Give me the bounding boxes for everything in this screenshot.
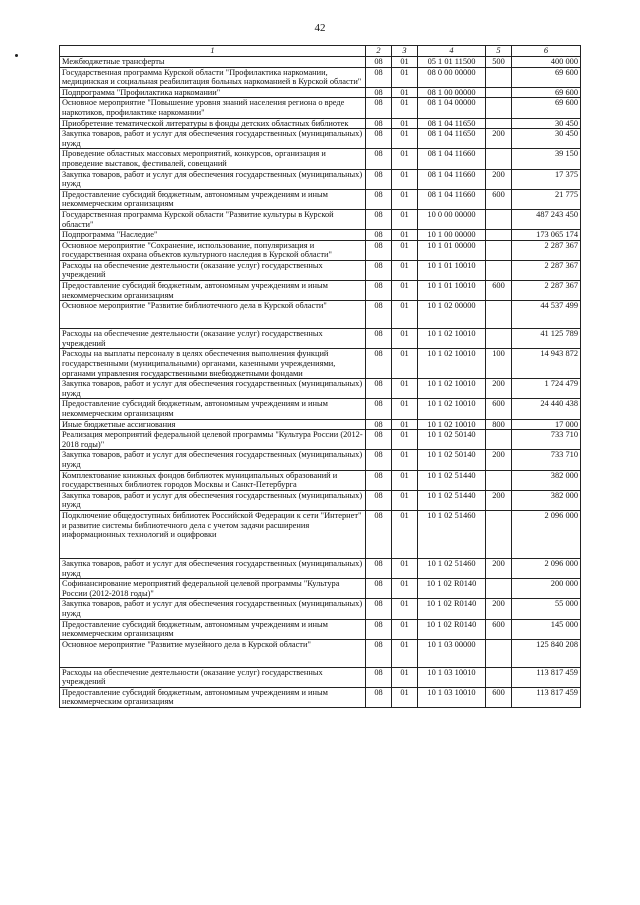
table-row [60,67,581,87]
cell-subsection: 01 [392,379,418,399]
cell-target-article: 10 1 02 00000 [418,301,486,329]
cell-expense-type: 500 [486,57,512,68]
cell-name: Предоставление субсидий бюджетным, автономным учреждениям и иным некоммерческим организациям [60,189,366,209]
cell-name: Расходы на выплаты персоналу в целях обеспечения выполнения функций государственными (муниципальными) органами, казенными учреждениями, органами управления государственными внебюджетными фондами [60,349,366,379]
cell-target-article: 10 1 02 51460 [418,510,486,558]
table-row [60,419,581,430]
cell-section: 08 [366,329,392,349]
cell-target-article: 10 1 01 10010 [418,281,486,301]
table-row [60,349,581,379]
cell-subsection: 01 [392,149,418,169]
cell-section: 08 [366,98,392,118]
cell-target-article: 10 1 02 R0140 [418,619,486,639]
cell-name: Закупка товаров, работ и услуг для обеспечения государственных (муниципальных) нужд [60,379,366,399]
cell-expense-type: 600 [486,399,512,419]
cell-amount: 41 125 789 [512,329,581,349]
cell-target-article: 10 1 02 51440 [418,490,486,510]
cell-subsection: 01 [392,579,418,599]
cell-section: 08 [366,450,392,470]
cell-subsection: 01 [392,419,418,430]
cell-amount: 487 243 450 [512,209,581,229]
cell-amount: 69 600 [512,87,581,98]
cell-amount: 69 600 [512,67,581,87]
cell-subsection: 01 [392,169,418,189]
cell-expense-type: 200 [486,129,512,149]
cell-amount: 17 375 [512,169,581,189]
cell-amount: 21 775 [512,189,581,209]
cell-section: 08 [366,558,392,578]
cell-target-article: 10 1 01 10010 [418,260,486,280]
table-row [60,619,581,639]
cell-expense-type: 200 [486,490,512,510]
cell-amount: 173 065 174 [512,230,581,241]
table-row [60,281,581,301]
table-row [60,510,581,558]
cell-amount: 733 710 [512,430,581,450]
cell-expense-type [486,470,512,490]
table-row [60,87,581,98]
budget-table [59,45,581,708]
cell-name: Закупка товаров, работ и услуг для обеспечения государственных (муниципальных) нужд [60,599,366,619]
cell-subsection: 01 [392,57,418,68]
cell-expense-type: 200 [486,169,512,189]
cell-target-article: 10 1 02 R0140 [418,579,486,599]
cell-amount: 69 600 [512,98,581,118]
cell-expense-type: 600 [486,619,512,639]
cell-amount: 145 000 [512,619,581,639]
cell-subsection: 01 [392,129,418,149]
cell-name: Предоставление субсидий бюджетным, автономным учреждениям и иным некоммерческим организациям [60,399,366,419]
cell-name: Предоставление субсидий бюджетным, автономным учреждениям и иным некоммерческим организациям [60,687,366,707]
cell-section: 08 [366,667,392,687]
cell-expense-type [486,667,512,687]
header-col-4: 4 [418,46,486,57]
cell-amount: 30 450 [512,118,581,129]
cell-name: Межбюджетные трансферты [60,57,366,68]
cell-subsection: 01 [392,349,418,379]
table-row [60,490,581,510]
table-row [60,450,581,470]
header-col-2: 2 [366,46,392,57]
cell-name: Подпрограмма "Наследие" [60,230,366,241]
cell-section: 08 [366,490,392,510]
cell-name: Расходы на обеспечение деятельности (оказание услуг) государственных учреждений [60,667,366,687]
cell-target-article: 10 1 02 50140 [418,450,486,470]
cell-subsection: 01 [392,667,418,687]
cell-target-article: 10 1 02 10010 [418,399,486,419]
cell-section: 08 [366,510,392,558]
cell-target-article: 10 1 02 50140 [418,430,486,450]
cell-name: Приобретение тематической литературы в фонды детских областных библиотек [60,118,366,129]
cell-subsection: 01 [392,430,418,450]
cell-subsection: 01 [392,98,418,118]
cell-subsection: 01 [392,450,418,470]
cell-subsection: 01 [392,209,418,229]
table-row [60,169,581,189]
cell-name: Основное мероприятие "Развитие библиотечного дела в Курской области" [60,301,366,329]
table-row [60,260,581,280]
cell-section: 08 [366,260,392,280]
cell-amount: 733 710 [512,450,581,470]
cell-target-article: 08 1 04 00000 [418,98,486,118]
cell-subsection: 01 [392,470,418,490]
table-row [60,430,581,450]
header-col-3: 3 [392,46,418,57]
cell-amount: 55 000 [512,599,581,619]
cell-target-article: 08 1 04 11660 [418,189,486,209]
cell-name: Государственная программа Курской области "Развитие культуры в Курской области" [60,209,366,229]
cell-section: 08 [366,129,392,149]
cell-expense-type: 800 [486,419,512,430]
cell-amount: 200 000 [512,579,581,599]
table-row [60,129,581,149]
cell-section: 08 [366,379,392,399]
table-row [60,301,581,329]
cell-name: Основное мероприятие "Сохранение, использование, популяризация и государственная охрана объектов культурного наследия в Курской области" [60,240,366,260]
cell-section: 08 [366,349,392,379]
cell-section: 08 [366,281,392,301]
cell-subsection: 01 [392,87,418,98]
cell-section: 08 [366,209,392,229]
cell-expense-type [486,240,512,260]
cell-expense-type [486,230,512,241]
table-row [60,687,581,707]
cell-target-article: 10 1 02 10010 [418,379,486,399]
page-number: 42 [314,22,326,34]
cell-amount: 1 724 479 [512,379,581,399]
cell-expense-type [486,98,512,118]
cell-target-article: 08 1 00 00000 [418,87,486,98]
cell-amount: 44 537 499 [512,301,581,329]
cell-target-article: 05 1 01 11500 [418,57,486,68]
cell-subsection: 01 [392,490,418,510]
cell-amount: 39 150 [512,149,581,169]
table-row [60,230,581,241]
cell-amount: 382 000 [512,490,581,510]
cell-subsection: 01 [392,639,418,667]
table-row [60,470,581,490]
header-col-5: 5 [486,46,512,57]
cell-subsection: 01 [392,230,418,241]
cell-section: 08 [366,619,392,639]
table-row [60,329,581,349]
cell-expense-type: 600 [486,189,512,209]
table-body [60,57,581,708]
header-col-6: 6 [512,46,581,57]
cell-subsection: 01 [392,399,418,419]
cell-target-article: 10 1 03 10010 [418,667,486,687]
table-row [60,149,581,169]
cell-section: 08 [366,67,392,87]
table-row [60,379,581,399]
cell-name: Расходы на обеспечение деятельности (оказание услуг) государственных учреждений [60,329,366,349]
cell-expense-type: 600 [486,687,512,707]
cell-subsection: 01 [392,260,418,280]
cell-name: Проведение областных массовых мероприятий, конкурсов, организация и проведение выставок, фестивалей, совещаний [60,149,366,169]
cell-section: 08 [366,57,392,68]
cell-name: Закупка товаров, работ и услуг для обеспечения государственных (муниципальных) нужд [60,558,366,578]
cell-section: 08 [366,419,392,430]
margin-mark [15,54,18,57]
cell-name: Государственная программа Курской области "Профилактика наркомании, медицинская и социальная реабилитация больных наркоманией в Курской области" [60,67,366,87]
table-row [60,240,581,260]
cell-expense-type: 200 [486,450,512,470]
cell-subsection: 01 [392,510,418,558]
cell-expense-type [486,301,512,329]
cell-subsection: 01 [392,599,418,619]
cell-subsection: 01 [392,687,418,707]
cell-expense-type: 600 [486,281,512,301]
cell-expense-type: 200 [486,599,512,619]
table-row [60,209,581,229]
cell-expense-type [486,510,512,558]
cell-section: 08 [366,639,392,667]
cell-subsection: 01 [392,301,418,329]
cell-amount: 14 943 872 [512,349,581,379]
cell-section: 08 [366,189,392,209]
cell-target-article: 08 0 00 00000 [418,67,486,87]
cell-target-article: 10 1 01 00000 [418,240,486,260]
table-row [60,399,581,419]
cell-subsection: 01 [392,118,418,129]
cell-name: Иные бюджетные ассигнования [60,419,366,430]
cell-expense-type [486,579,512,599]
cell-target-article: 10 1 02 51440 [418,470,486,490]
table-row [60,579,581,599]
cell-amount: 30 450 [512,129,581,149]
cell-subsection: 01 [392,67,418,87]
cell-section: 08 [366,399,392,419]
cell-expense-type: 200 [486,379,512,399]
cell-target-article: 10 1 00 00000 [418,230,486,241]
table-row [60,667,581,687]
table-row [60,118,581,129]
cell-subsection: 01 [392,240,418,260]
cell-section: 08 [366,430,392,450]
cell-name: Предоставление субсидий бюджетным, автономным учреждениям и иным некоммерческим организациям [60,619,366,639]
cell-name: Комплектование книжных фондов библиотек муниципальных образований и государственных библиотек городов Москвы и Санкт-Петербурга [60,470,366,490]
cell-expense-type: 100 [486,349,512,379]
cell-target-article: 10 1 02 51460 [418,558,486,578]
table-row [60,639,581,667]
cell-target-article: 10 1 02 10010 [418,349,486,379]
cell-name: Реализация мероприятий федеральной целевой программы "Культура России (2012-2018 годы)" [60,430,366,450]
cell-amount: 2 287 367 [512,240,581,260]
cell-amount: 24 440 438 [512,399,581,419]
cell-section: 08 [366,687,392,707]
cell-expense-type [486,329,512,349]
cell-section: 08 [366,240,392,260]
cell-name: Закупка товаров, работ и услуг для обеспечения государственных (муниципальных) нужд [60,169,366,189]
header-col-1: 1 [60,46,366,57]
cell-section: 08 [366,118,392,129]
cell-amount: 382 000 [512,470,581,490]
cell-name: Расходы на обеспечение деятельности (оказание услуг) государственных учреждений [60,260,366,280]
cell-name: Предоставление субсидий бюджетным, автономным учреждениям и иным некоммерческим организациям [60,281,366,301]
table-row [60,189,581,209]
table-row [60,98,581,118]
cell-expense-type [486,87,512,98]
cell-target-article: 08 1 04 11650 [418,129,486,149]
cell-section: 08 [366,470,392,490]
cell-amount: 2 096 000 [512,558,581,578]
table-row [60,57,581,68]
cell-expense-type [486,430,512,450]
cell-amount: 17 000 [512,419,581,430]
cell-name: Основное мероприятие "Развитие музейного дела в Курской области" [60,639,366,667]
cell-target-article: 08 1 04 11660 [418,149,486,169]
table-row [60,599,581,619]
cell-subsection: 01 [392,329,418,349]
cell-name: Закупка товаров, работ и услуг для обеспечения государственных (муниципальных) нужд [60,129,366,149]
cell-amount: 125 840 208 [512,639,581,667]
cell-amount: 2 096 000 [512,510,581,558]
cell-target-article: 10 1 02 10010 [418,419,486,430]
cell-name: Закупка товаров, работ и услуг для обеспечения государственных (муниципальных) нужд [60,450,366,470]
cell-expense-type [486,209,512,229]
cell-target-article: 10 1 02 10010 [418,329,486,349]
cell-expense-type [486,118,512,129]
cell-expense-type [486,149,512,169]
cell-amount: 400 000 [512,57,581,68]
cell-amount: 113 817 459 [512,687,581,707]
cell-subsection: 01 [392,558,418,578]
cell-amount: 113 817 459 [512,667,581,687]
cell-subsection: 01 [392,189,418,209]
cell-section: 08 [366,579,392,599]
cell-amount: 2 287 367 [512,281,581,301]
cell-target-article: 10 1 02 R0140 [418,599,486,619]
cell-section: 08 [366,599,392,619]
header-row [60,46,581,57]
cell-section: 08 [366,301,392,329]
cell-target-article: 08 1 04 11660 [418,169,486,189]
cell-expense-type [486,639,512,667]
cell-name: Подключение общедоступных библиотек Российской Федерации к сети "Интернет" и развитие системы библиотечного дела с учетом задачи расширения информационных технологий и оцифровки [60,510,366,558]
table-row [60,558,581,578]
cell-target-article: 10 0 00 00000 [418,209,486,229]
cell-section: 08 [366,169,392,189]
cell-subsection: 01 [392,619,418,639]
cell-expense-type: 200 [486,558,512,578]
cell-name: Основное мероприятие "Повышение уровня знаний населения региона о вреде наркотиков, профилактике наркомании" [60,98,366,118]
cell-name: Софинансирование мероприятий федеральной целевой программы "Культура России (2012-2018 годы)" [60,579,366,599]
cell-target-article: 10 1 03 00000 [418,639,486,667]
cell-expense-type [486,67,512,87]
cell-name: Закупка товаров, работ и услуг для обеспечения государственных (муниципальных) нужд [60,490,366,510]
cell-section: 08 [366,149,392,169]
cell-section: 08 [366,87,392,98]
cell-subsection: 01 [392,281,418,301]
cell-expense-type [486,260,512,280]
cell-target-article: 10 1 03 10010 [418,687,486,707]
cell-name: Подпрограмма "Профилактика наркомании" [60,87,366,98]
cell-target-article: 08 1 04 11650 [418,118,486,129]
cell-amount: 2 287 367 [512,260,581,280]
cell-section: 08 [366,230,392,241]
